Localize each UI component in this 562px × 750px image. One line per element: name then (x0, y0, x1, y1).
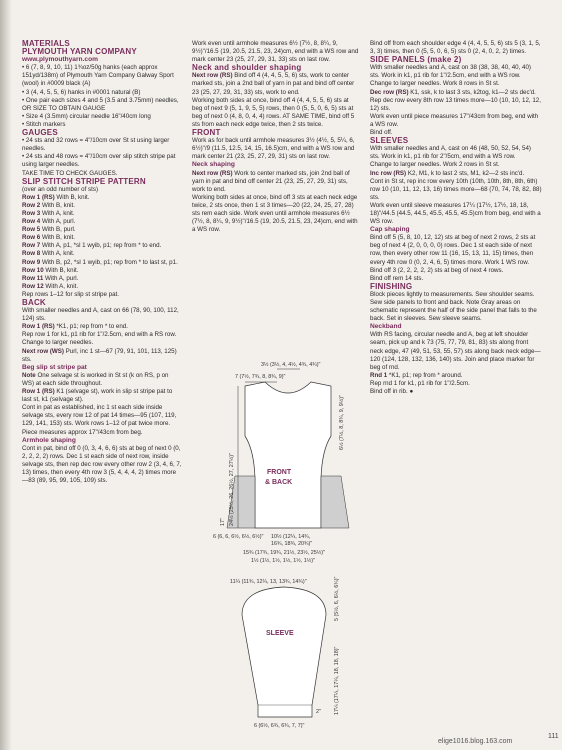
column-middle (192, 40, 360, 234)
instruction-paragraph: • 24 sts and 32 rows = 4"/10cm over St st using larger needles. (22, 137, 170, 153)
front-back-label: FRONT (267, 469, 292, 476)
subsection-heading: Cap shaping (370, 226, 410, 234)
row-text: With A, knit. (43, 282, 79, 290)
sleeve-outline (242, 587, 326, 717)
row-label: Row 4 (22, 218, 41, 226)
row-text: *K1, p1; rep from * to end. (54, 323, 128, 331)
instruction-paragraph: Cont in pat as established, inc 1 st each side inside selvage sts, every row 12 of pat 14 times—95 (107, 119, 129, 141, 153) sts. Work rows 1–12 of pat twice more. (22, 404, 177, 428)
row-text: With A, knit. (40, 250, 75, 258)
row-text: With A, purl. (43, 274, 79, 282)
instruction-paragraph (22, 242, 182, 250)
instruction-paragraph: Bind off in rib. ● (370, 388, 414, 396)
row-label: Next row (RS) (192, 169, 233, 177)
instruction-paragraph: Change to larger needles. Work 8 rows in St st. (370, 80, 500, 88)
instruction-paragraph (370, 170, 542, 178)
row-text: With B, knit. (40, 234, 75, 242)
instruction-paragraph (22, 259, 182, 267)
instruction-paragraph (192, 170, 360, 194)
row-text: K1 (selvage st), work in slip st stripe pat to last st, k1 (selvage st). (22, 388, 173, 404)
instruction-paragraph: Work even until armhole measures 6½ (7½, 8, 8¼, 9, 9½)"/16.5 (19, 20.5, 21.5, 23, 24)cm, end with a WS row and mark center 23 (25, 27, 29, 31, 33) sts on last row. (192, 40, 359, 64)
instruction-paragraph (22, 218, 182, 226)
row-label: Row 11 (22, 274, 44, 282)
row-label: Row 8 (22, 250, 41, 258)
row-label: Row 7 (22, 242, 41, 250)
instruction-paragraph (22, 267, 182, 275)
row-label: Row 5 (22, 226, 41, 234)
row-text: Purl, inc 1 st—67 (79, 91, 101, 113, 125) sts. (22, 347, 177, 363)
subsection-heading: Beg slip st stripe pat (22, 363, 87, 371)
subsection-heading: Neckband (370, 323, 402, 331)
hip-width-label-2: 16¾, 18¾, 20¾)" (271, 541, 313, 547)
instruction-paragraph (22, 348, 182, 364)
row-text: With A, knit. (40, 209, 75, 217)
instruction-paragraph: Change to larger needles. (22, 339, 94, 347)
row-label: Row 1 (RS) (22, 193, 55, 201)
instruction-paragraph: Bind off from each shoulder edge 4 (4, 4, 5, 5, 6) sts 5 (3, 1, 5, 3, 3) times, then 0 (5, 5, 0, 6, 5) sts 0 (2, 4, 0, 2, 2) times. (370, 40, 541, 56)
row-text: With A, p1, *sl 1 wyib, p1; rep from * to end. (40, 242, 162, 250)
instruction-paragraph: Work as for back until armhole measures 3½ (4½, 5, 5¼, 6, 6½)"/9 (11.5, 12.5, 14, 15, 16.5)cm, end with a WS row and mark center 21 (23, 25, 27, 29, 31) sts on last row. (192, 137, 355, 161)
section-heading: GAUGES (22, 128, 58, 138)
instruction-paragraph: (over an odd number of sts) (22, 185, 99, 193)
section-heading: FINISHING (370, 281, 413, 291)
instruction-paragraph (370, 89, 542, 97)
row-text: With B, knit. (43, 266, 79, 274)
row-label: Dec row (RS) (370, 88, 409, 96)
website-link: www.plymouthyarn.com (22, 56, 98, 64)
instruction-paragraph: Block pieces lightly to measurements. Sew shoulder seams. Sew side panels to front and back. Note Gray areas on schematic represent the half of the side panel that falls to the back. Set in sleeves. Sew sleeve seams. (370, 290, 537, 323)
instruction-paragraph (370, 372, 542, 380)
instruction-paragraph: Rep dec row every 8th row 13 times more—10 (10, 10, 12, 12, 12) sts. (370, 96, 541, 112)
row-label: Note (22, 371, 36, 379)
watermark: elige1016.blog.163.com (438, 738, 513, 745)
instruction-paragraph: Rep rows 1–12 for slip st stripe pat. (22, 290, 119, 298)
instruction-paragraph: Piece measures approx 17"/43cm from beg. (22, 428, 143, 436)
subsection-heading: Neck shaping (192, 161, 235, 169)
body-outline (245, 382, 331, 528)
right-side-panel (321, 476, 349, 528)
instruction-paragraph: Working both sides at once, bind off 4 (4, 4, 5, 5, 6) sts at beg of next 9 (5, 1, 9, 5, 5) rows, then 0 (5, 5, 0, 6, 5) sts at beg of next 0 (4, 8, 0, 4, 4) rows. AT SAME TIME, bind off 5 sts from each neck edge twice, then 2 sts twice. (192, 96, 355, 128)
row-label: Row 9 (22, 258, 41, 266)
instruction-paragraph: • 3 (4, 4, 5, 5, 6) hanks in #0001 natural (B) (22, 88, 141, 96)
section-heading: PLYMOUTH YARN COMPANY (22, 47, 137, 57)
cap-height-label: 5 (5½, 6, 6½, 6¾)" (334, 576, 340, 621)
lower-width-label: 6 (6, 6, 6½, 6½, 6½)" (213, 534, 264, 540)
instruction-paragraph: • 6 (7, 8, 9, 10, 11) 1¾oz/50g hanks (each approx 151yd/138m) of Plymouth Yarn Company Galway Sport (wool) in #0009 black (A) (22, 64, 174, 88)
section-heading: MATERIALS (22, 39, 70, 48)
armhole-depth-label: 6½ (7½, 8, 8¾, 9, 9½)" (339, 395, 345, 450)
instruction-paragraph (22, 323, 182, 331)
row-text: With B, p2, *sl 1 wyib, p1; rep from * to last st, p1. (40, 258, 178, 266)
instruction-paragraph: • Size 4 (3.5mm) circular needle 16"/40cm long (22, 112, 151, 120)
side-length-label: 17" (220, 518, 226, 526)
front-back-label-2: & BACK (265, 479, 293, 486)
column-right (370, 40, 542, 396)
row-text: Bind off 4 (4, 4, 5, 5, 6) sts, work to center marked sts, join a 2nd ball of yarn in pat and bind off center 23 (25, 27, 29, 31, 33) sts, work to end. (192, 72, 355, 96)
hip-width-label-1: 10½ (12¼, 14¾, (271, 534, 311, 540)
row-label: Rnd 1 (370, 371, 388, 379)
section-heading: SLIP STITCH STRIPE PATTERN (22, 176, 146, 186)
sleeve-label: SLEEVE (266, 630, 294, 637)
instruction-paragraph: Cont in St st, rep inc row every 10th (10th, 10th, 8th, 8th, 6th) row 10 (10, 11, 12, 13, 16) times more—68 (70, 74, 78, 82, 88) sts. (370, 177, 542, 201)
instruction-paragraph: With RS facing, circular needle and A, beg at left shoulder seam, pick up and k 73 (75, 77, 79, 81, 83) sts along front neck edge, 47 (49, 51, 53, 55, 57) sts along back neck edge—120 (124, 128, 132, 136, 140) sts. Join and place marker for beg of rnd. (370, 331, 541, 371)
row-label: Row 1 (RS) (22, 388, 55, 396)
instruction-paragraph (22, 210, 182, 218)
instruction-paragraph: • 24 sts and 48 rows = 4"/10cm over slip stitch stripe pat using larger needles. (22, 153, 176, 169)
instruction-paragraph (22, 226, 182, 234)
instruction-paragraph: Bind off. (370, 129, 393, 137)
row-text: With B, knit. (54, 193, 90, 201)
row-text: With B, purl. (40, 226, 76, 234)
page-binding-shadow (0, 0, 12, 750)
sleeve-schematic (228, 575, 348, 730)
row-label: Row 10 (22, 266, 44, 274)
instruction-paragraph: Work even until sleeve measures 17¼ (17½, 17½, 18, 18, 18)"/44.5 (44.5, 44.5, 45.5, 45.5, 45.5)cm from beg, end with a WS row. (370, 201, 541, 226)
page-number: 111 (548, 733, 559, 740)
instruction-paragraph: With smaller needles and A, cast on 66 (78, 90, 100, 112, 124) sts. (22, 307, 179, 323)
row-label: Next row (WS) (22, 347, 64, 355)
section-heading: FRONT (192, 128, 221, 138)
instruction-paragraph: Bind off 5 (5, 8, 10, 12, 12) sts at beg of next 2 rows, 2 sts at beg of next 4 (2, 0, 0, 0, 0) rows. Dec 1 st each side of next row, then every other row 11 (16, 15, 13, 11, 15) times, then every 4th row 0 (0, 2, 4, 6, 5) times more. Work 1 WS row. Bind off 3 (2, 2, 2, 2, 2) sts at beg of next 4 rows. (370, 234, 536, 274)
upper-arm-label: 11¼ (11¾, 12¼, 13, 13¾, 14¾)" (230, 579, 307, 585)
section-heading: Neck and shoulder shaping (192, 63, 302, 73)
instruction-paragraph (22, 202, 182, 210)
section-heading: SLEEVES (370, 136, 409, 146)
total-length-label: 24½ (25½, 26, 26½, 27, 27½)" (229, 453, 235, 526)
instruction-paragraph (22, 372, 182, 388)
instruction-paragraph: Change to larger needles. Work 2 rows in St st. (370, 161, 500, 169)
bust-width-label-2: 1½ (1½, 1½, 1½, 1½, 1½)" (251, 558, 315, 564)
instruction-paragraph: • Stitch markers (22, 120, 66, 128)
cuff-height-label: 2" (316, 709, 321, 715)
wrist-width-label: 6 (6½, 6¾, 6¾, 7, 7)" (254, 723, 305, 729)
row-text: With B, knit. (40, 201, 75, 209)
row-text: One selvage st is worked in St st (k on RS, p on WS) at each side throughout. (22, 371, 169, 387)
section-heading: BACK (22, 298, 46, 307)
row-text: K1, ssk, k to last 3 sts, k2tog, k1—2 sts dec'd. (408, 88, 536, 96)
neck-width-label: 3½ (3½, 4, 4½, 4¾, 4¾)" (261, 362, 321, 368)
subsection-heading: Armhole shaping (22, 436, 76, 444)
section-heading: SIDE PANELS (make 2) (370, 55, 462, 65)
row-text: *K1, p1; rep from * around. (387, 371, 463, 379)
instruction-paragraph (22, 283, 182, 291)
instruction-paragraph (22, 275, 182, 283)
shoulder-label: 7 (7½, 7¾, 8, 8¾, 9)" (235, 374, 286, 380)
row-label: Next row (RS) (192, 72, 233, 80)
instruction-paragraph (22, 234, 182, 242)
instruction-paragraph: With smaller needles and A, cast on 46 (48, 50, 52, 54, 54) sts. Work in k1, p1 rib for 2"/5cm, end with a WS row. (370, 145, 531, 161)
instruction-paragraph (22, 194, 182, 202)
row-label: Row 3 (22, 209, 41, 217)
instruction-paragraph: Working both sides at once, bind off 3 sts at each neck edge twice, 2 sts once, then 1 st 3 times—20 (22, 24, 25, 27, 28) sts rem each side. Work even until armhole measures 6½ (7½, 8, 8¼, 9, 9½)"/16.5 (19, 20.5, 21.5, 23, 24)cm, end with a WS row. (192, 193, 358, 234)
row-text: Work to center marked sts, join 2nd ball of yarn in pat and bind off center 21 (23, 25, 27, 29, 31) sts, work to end. (192, 169, 350, 193)
row-text: K2, M1, k to last 2 sts, M1, k2—2 sts inc'd. (406, 169, 525, 177)
instruction-paragraph (22, 250, 182, 258)
sleeve-length-label: 17¼ (17¼, 17¼, 18, 18, 18)" (334, 646, 340, 715)
instruction-paragraph: With smaller needles and A, cast on 38 (38, 38, 40, 40, 40) sts. Work in k1, p1 rib for 1"/2.5cm, end with a WS row. (370, 64, 531, 80)
row-label: Row 1 (RS) (22, 323, 55, 331)
instruction-paragraph: Cont in pat, bind off 0 (0, 3, 4, 6, 6) sts at beg of next 0 (0, 2, 2, 2, 2) rows. Dec 1 st each side of next row, inside selvage sts, then rep dec row every other row 2 (3, 4, 6, 7, 13) times, then every 4th row 3 (5, 4, 4, 4, 2) times more—83 (89, 95, 99, 105, 109) sts. (22, 444, 182, 485)
row-label: Row 2 (22, 201, 41, 209)
row-label: Row 6 (22, 234, 41, 242)
instruction-paragraph: Work even until piece measures 17"/43cm from beg, end with a WS row. (370, 112, 539, 128)
body-schematic (205, 358, 353, 568)
column-left (22, 40, 182, 485)
instruction-paragraph: • One pair each sizes 4 and 5 (3.5 and 3.75mm) needles, OR SIZE TO OBTAIN GAUGE (22, 96, 179, 112)
row-label: Inc row (RS) (370, 169, 407, 177)
bust-width-label-1: 15¾ (17¾, 19¾, 21½, 23½, 25½)" (243, 550, 325, 556)
row-text: With A, purl. (40, 218, 76, 226)
instruction-paragraph: Bind off rem 14 sts. (370, 274, 424, 282)
instruction-paragraph: Rep rnd 1 for k1, p1 rib for 1"/2.5cm. (370, 379, 470, 387)
instruction-paragraph: TAKE TIME TO CHECK GAUGES. (22, 169, 118, 177)
instruction-paragraph (22, 388, 182, 404)
row-label: Row 12 (22, 282, 44, 290)
instruction-paragraph: Rep row 1 for k1, p1 rib for 1"/2.5cm, end with a RS row. (22, 331, 177, 339)
instruction-paragraph (192, 72, 360, 96)
